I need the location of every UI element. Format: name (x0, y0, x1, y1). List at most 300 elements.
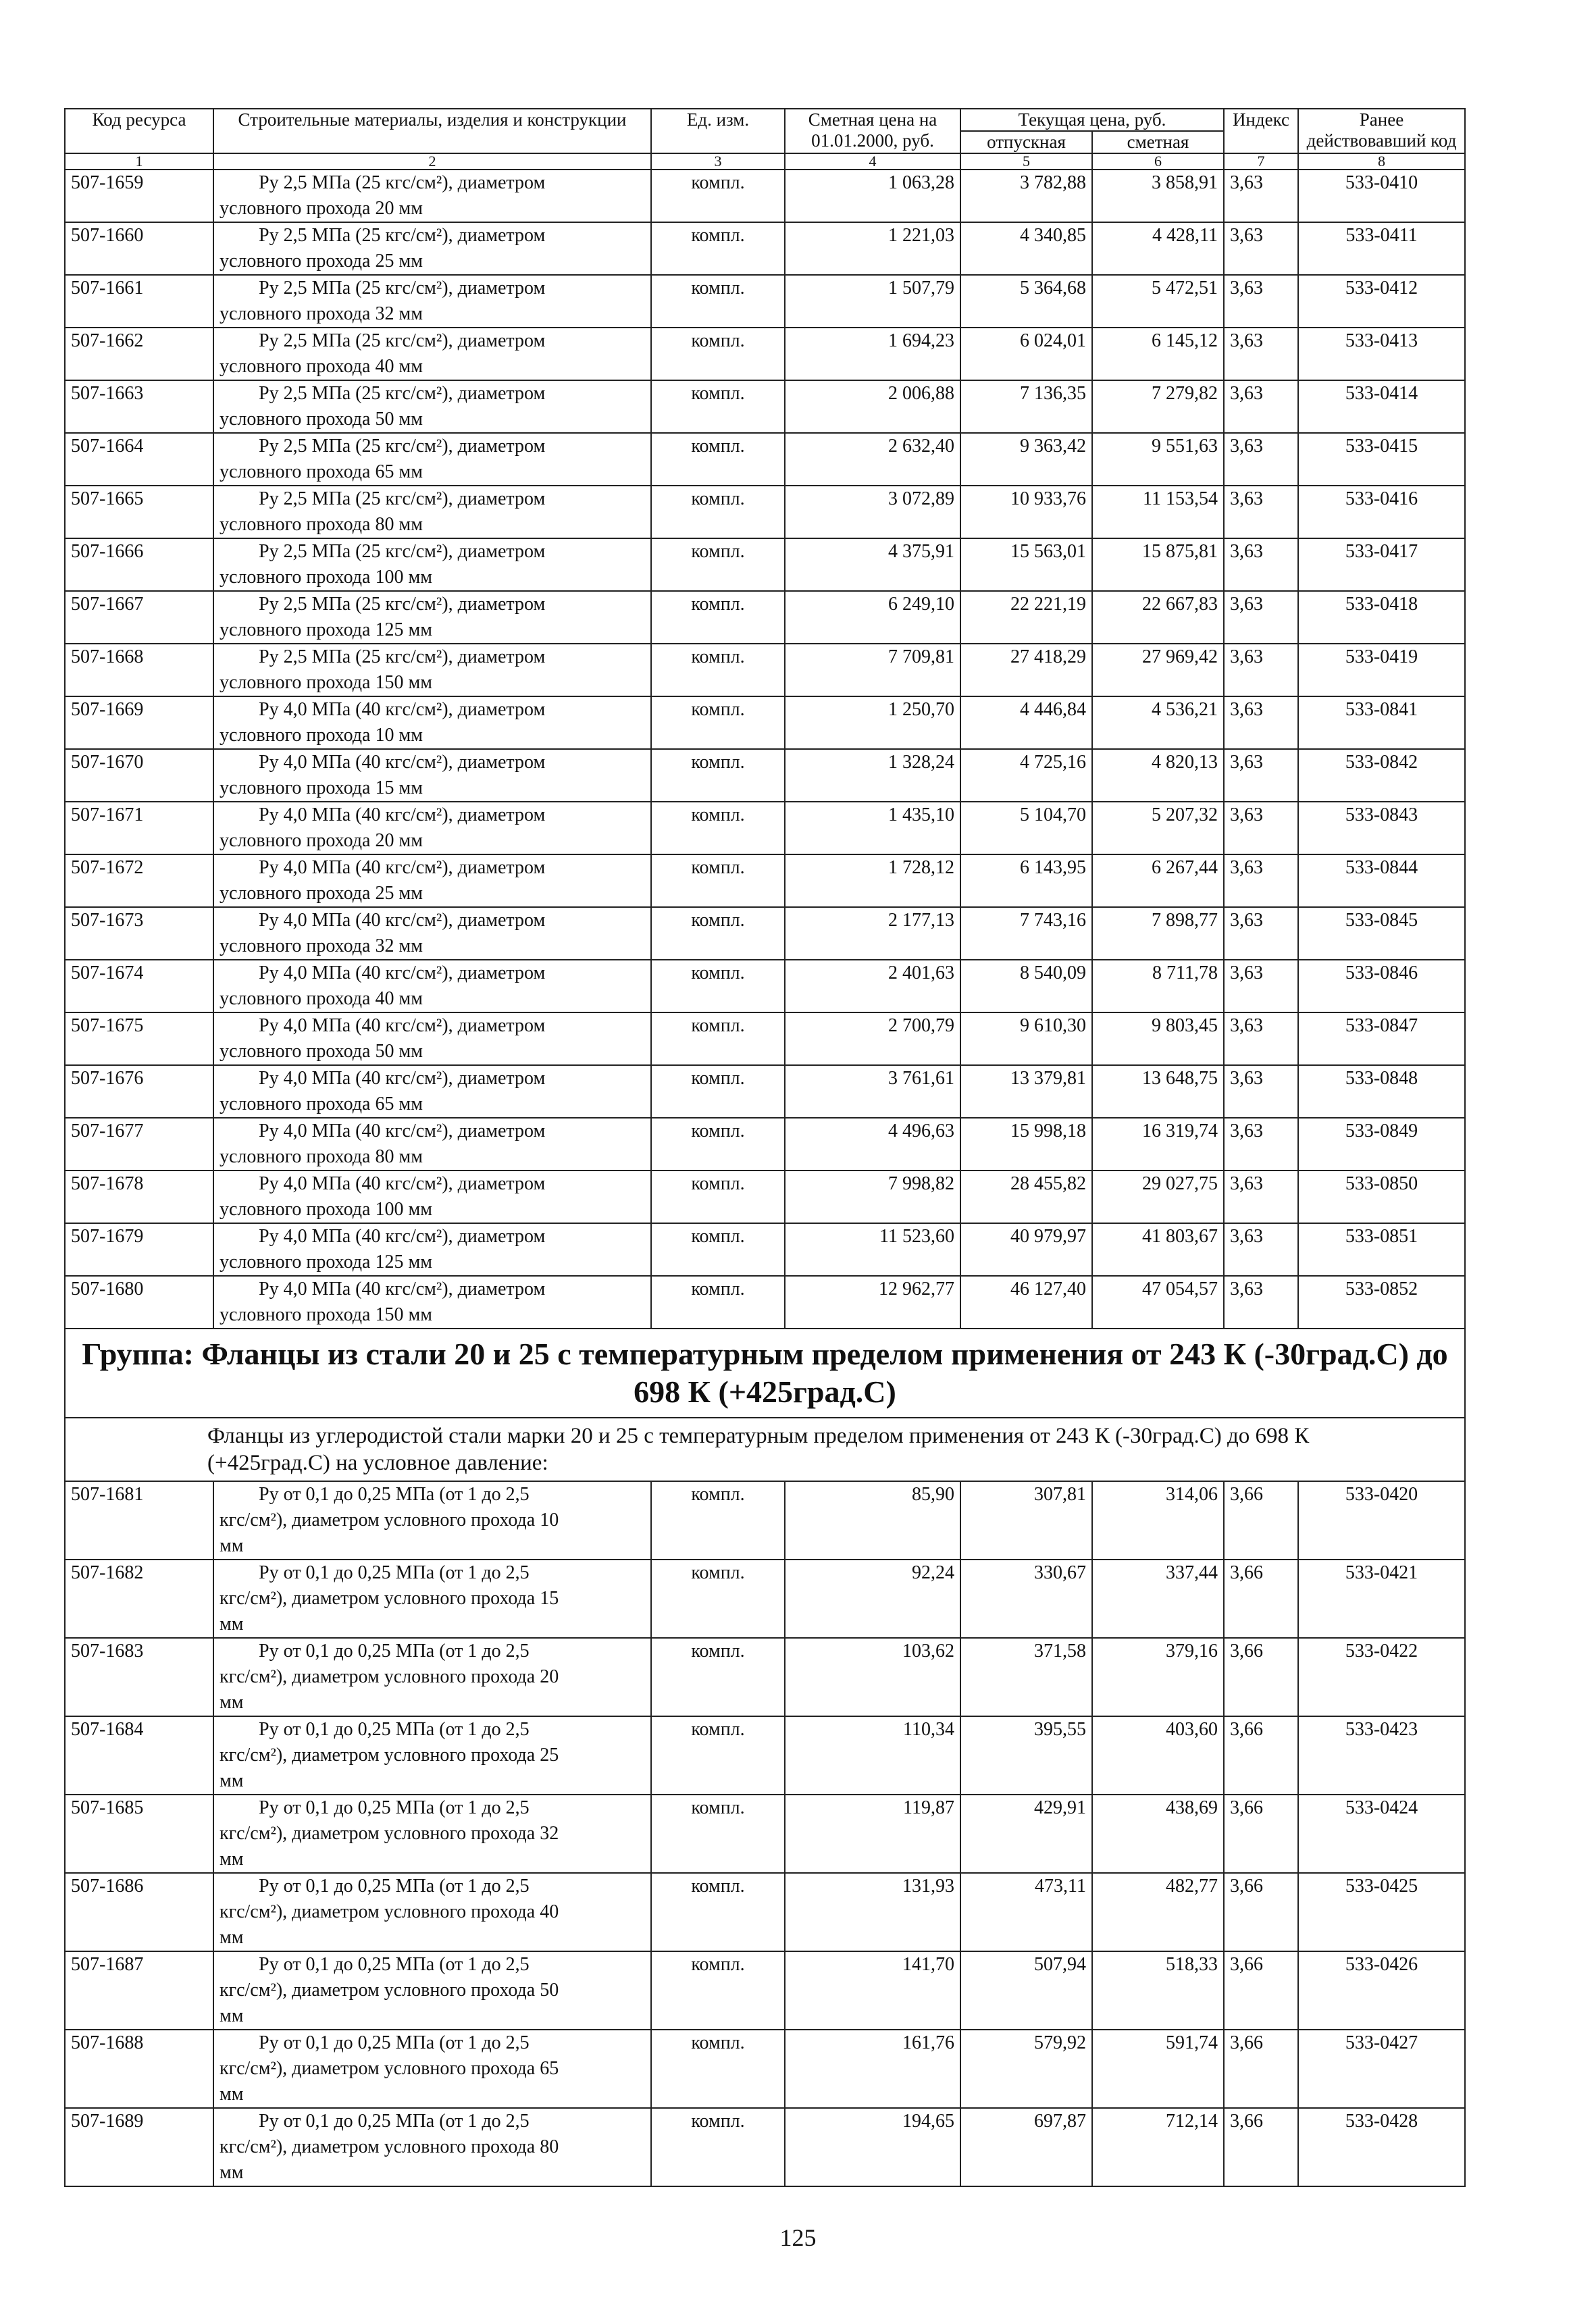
sale-price-cell: 4 340,85 (960, 222, 1092, 275)
description-line: кгс/см²), диаметром условного прохода 15 (220, 1588, 559, 1609)
estimate-price-cell: 9 803,45 (1092, 1012, 1224, 1065)
table-row (65, 696, 1465, 749)
previous-code-cell: 533-0419 (1298, 644, 1465, 696)
sale-price-cell: 5 364,68 (960, 275, 1092, 328)
header-estimate-price: сметная (1092, 131, 1224, 153)
unit-cell: компл. (651, 1171, 785, 1223)
resource-code: 507-1671 (65, 802, 213, 854)
sale-price-cell: 10 933,76 (960, 486, 1092, 538)
unit-cell: компл. (651, 538, 785, 591)
table-row (65, 1795, 1465, 1873)
sale-price-cell: 28 455,82 (960, 1171, 1092, 1223)
unit-cell: компл. (651, 1481, 785, 1560)
table-row (65, 1560, 1465, 1638)
sale-price-cell: 4 725,16 (960, 749, 1092, 802)
material-description (213, 1118, 651, 1171)
resource-code: 507-1674 (65, 960, 213, 1012)
table-row (65, 907, 1465, 960)
sale-price-cell: 9 363,42 (960, 433, 1092, 486)
previous-code-cell: 533-0842 (1298, 749, 1465, 802)
previous-code-cell: 533-0845 (1298, 907, 1465, 960)
description-line: Ру 4,0 МПа (40 кгс/см²), диаметром (259, 910, 546, 931)
resource-code: 507-1689 (65, 2108, 213, 2186)
table-row (65, 1171, 1465, 1223)
description-line: мм (220, 2084, 244, 2105)
resource-code: 507-1683 (65, 1638, 213, 1716)
description-line: Ру 4,0 МПа (40 кгс/см²), диаметром (259, 1015, 546, 1036)
material-description (213, 170, 651, 222)
previous-code-cell: 533-0421 (1298, 1560, 1465, 1638)
estimate-price-cell: 16 319,74 (1092, 1118, 1224, 1171)
sale-price-cell: 5 104,70 (960, 802, 1092, 854)
column-number: 5 (960, 153, 1092, 170)
header-base-price: Сметная цена на 01.01.2000, руб. (785, 109, 960, 153)
table-row (65, 170, 1465, 222)
index-cell: 3,63 (1224, 538, 1298, 591)
estimate-price-cell: 482,77 (1092, 1873, 1224, 1951)
sale-price-cell: 27 418,29 (960, 644, 1092, 696)
group-section (65, 1329, 1465, 1481)
unit-cell: компл. (651, 486, 785, 538)
material-description (213, 644, 651, 696)
description-line: условного прохода 125 мм (220, 619, 432, 640)
index-cell: 3,63 (1224, 1012, 1298, 1065)
estimate-price-cell: 7 279,82 (1092, 380, 1224, 433)
sale-price-cell: 507,94 (960, 1951, 1092, 2030)
material-description (213, 907, 651, 960)
material-description (213, 960, 651, 1012)
previous-code-cell: 533-0417 (1298, 538, 1465, 591)
description-line: Ру 2,5 МПа (25 кгс/см²), диаметром (259, 172, 546, 193)
table-row (65, 1118, 1465, 1171)
resource-code: 507-1663 (65, 380, 213, 433)
base-price-cell: 1 063,28 (785, 170, 960, 222)
description-line: условного прохода 50 мм (220, 409, 423, 430)
description-line: Ру 2,5 МПа (25 кгс/см²), диаметром (259, 225, 546, 246)
resource-code: 507-1673 (65, 907, 213, 960)
sale-price-cell: 330,67 (960, 1560, 1092, 1638)
material-description (213, 222, 651, 275)
base-price-cell: 2 700,79 (785, 1012, 960, 1065)
description-line: условного прохода 10 мм (220, 725, 423, 746)
table-row (65, 538, 1465, 591)
description-line: Ру 4,0 МПа (40 кгс/см²), диаметром (259, 962, 546, 983)
previous-code-cell: 533-0414 (1298, 380, 1465, 433)
unit-cell: компл. (651, 644, 785, 696)
estimate-price-cell: 379,16 (1092, 1638, 1224, 1716)
base-price-cell: 1 728,12 (785, 854, 960, 907)
base-price-cell: 1 221,03 (785, 222, 960, 275)
description-line: Ру 4,0 МПа (40 кгс/см²), диаметром (259, 1226, 546, 1247)
estimate-price-cell: 15 875,81 (1092, 538, 1224, 591)
material-description (213, 275, 651, 328)
estimate-price-cell: 13 648,75 (1092, 1065, 1224, 1118)
sale-price-cell: 429,91 (960, 1795, 1092, 1873)
description-line: Ру от 0,1 до 0,25 МПа (от 1 до 2,5 (259, 1797, 530, 1818)
unit-cell: компл. (651, 222, 785, 275)
table-row (65, 1638, 1465, 1716)
estimate-price-cell: 591,74 (1092, 2030, 1224, 2108)
resource-code: 507-1666 (65, 538, 213, 591)
description-line: Ру 2,5 МПа (25 кгс/см²), диаметром (259, 488, 546, 509)
index-cell: 3,63 (1224, 960, 1298, 1012)
description-line: Ру от 0,1 до 0,25 МПа (от 1 до 2,5 (259, 1719, 530, 1740)
material-description (213, 696, 651, 749)
previous-code-cell: 533-0850 (1298, 1171, 1465, 1223)
base-price-cell: 119,87 (785, 1795, 960, 1873)
resource-code: 507-1670 (65, 749, 213, 802)
material-description (213, 380, 651, 433)
description-line: условного прохода 150 мм (220, 672, 432, 693)
table-body-flanges-steel (65, 1481, 1465, 2186)
table-row (65, 328, 1465, 380)
previous-code-cell: 533-0425 (1298, 1873, 1465, 1951)
description-line: Ру 2,5 МПа (25 кгс/см²), диаметром (259, 436, 546, 457)
base-price-cell: 1 328,24 (785, 749, 960, 802)
resource-code: 507-1685 (65, 1795, 213, 1873)
table-row (65, 1873, 1465, 1951)
unit-cell: компл. (651, 854, 785, 907)
base-price-cell: 92,24 (785, 1560, 960, 1638)
table-row (65, 1951, 1465, 2030)
base-price-cell: 6 249,10 (785, 591, 960, 644)
base-price-cell: 2 401,63 (785, 960, 960, 1012)
description-line: Ру от 0,1 до 0,25 МПа (от 1 до 2,5 (259, 2111, 530, 2132)
description-line: условного прохода 25 мм (220, 883, 423, 904)
sale-price-cell: 15 998,18 (960, 1118, 1092, 1171)
unit-cell: компл. (651, 1223, 785, 1276)
sale-price-cell: 3 782,88 (960, 170, 1092, 222)
description-line: условного прохода 40 мм (220, 356, 423, 377)
description-line: Ру 4,0 МПа (40 кгс/см²), диаметром (259, 1173, 546, 1194)
description-line: условного прохода 20 мм (220, 198, 423, 219)
description-line: кгс/см²), диаметром условного прохода 65 (220, 2058, 559, 2079)
sale-price-cell: 7 743,16 (960, 907, 1092, 960)
sale-price-cell: 7 136,35 (960, 380, 1092, 433)
base-price-cell: 4 496,63 (785, 1118, 960, 1171)
resource-code: 507-1676 (65, 1065, 213, 1118)
material-description (213, 749, 651, 802)
base-price-cell: 194,65 (785, 2108, 960, 2186)
description-line: Ру от 0,1 до 0,25 МПа (от 1 до 2,5 (259, 1484, 530, 1505)
material-description (213, 802, 651, 854)
previous-code-cell: 533-0422 (1298, 1638, 1465, 1716)
unit-cell: компл. (651, 1716, 785, 1795)
header-unit: Ед. изм. (651, 109, 785, 153)
material-description (213, 1873, 651, 1951)
sale-price-cell: 473,11 (960, 1873, 1092, 1951)
resource-code: 507-1662 (65, 328, 213, 380)
index-cell: 3,66 (1224, 1716, 1298, 1795)
description-line: мм (220, 1535, 244, 1556)
table-row (65, 591, 1465, 644)
description-line: кгс/см²), диаметром условного прохода 50 (220, 1980, 559, 2001)
description-line: Ру 4,0 МПа (40 кгс/см²), диаметром (259, 857, 546, 878)
table-row (65, 854, 1465, 907)
resource-code: 507-1680 (65, 1276, 213, 1329)
estimate-price-cell: 9 551,63 (1092, 433, 1224, 486)
material-description (213, 2030, 651, 2108)
description-line: Ру 4,0 МПа (40 кгс/см²), диаметром (259, 752, 546, 773)
description-line: кгс/см²), диаметром условного прохода 40 (220, 1901, 559, 1922)
estimate-price-cell: 4 428,11 (1092, 222, 1224, 275)
index-cell: 3,63 (1224, 275, 1298, 328)
table-row (65, 380, 1465, 433)
unit-cell: компл. (651, 591, 785, 644)
index-cell: 3,66 (1224, 2108, 1298, 2186)
base-price-cell: 11 523,60 (785, 1223, 960, 1276)
unit-cell: компл. (651, 1276, 785, 1329)
sale-price-cell: 22 221,19 (960, 591, 1092, 644)
description-line: Ру 2,5 МПа (25 кгс/см²), диаметром (259, 594, 546, 615)
column-number: 1 (65, 153, 213, 170)
base-price-cell: 161,76 (785, 2030, 960, 2108)
base-price-cell: 131,93 (785, 1873, 960, 1951)
unit-cell: компл. (651, 696, 785, 749)
sale-price-cell: 579,92 (960, 2030, 1092, 2108)
unit-cell: компл. (651, 328, 785, 380)
index-cell: 3,66 (1224, 1481, 1298, 1560)
material-description (213, 1012, 651, 1065)
resource-code: 507-1682 (65, 1560, 213, 1638)
sale-price-cell: 4 446,84 (960, 696, 1092, 749)
base-price-cell: 110,34 (785, 1716, 960, 1795)
index-cell: 3,63 (1224, 802, 1298, 854)
base-price-cell: 2 177,13 (785, 907, 960, 960)
table-row (65, 1276, 1465, 1329)
index-cell: 3,66 (1224, 1873, 1298, 1951)
description-line: условного прохода 150 мм (220, 1304, 432, 1325)
header-previous-code: Ранее действовавший код (1298, 109, 1465, 153)
previous-code-cell: 533-0420 (1298, 1481, 1465, 1560)
table-body-flanges-ru (65, 170, 1465, 1329)
table-row (65, 802, 1465, 854)
description-line: Ру 4,0 МПа (40 кгс/см²), диаметром (259, 804, 546, 825)
description-line: Ру 4,0 МПа (40 кгс/см²), диаметром (259, 1121, 546, 1141)
estimate-price-cell: 518,33 (1092, 1951, 1224, 2030)
resource-code: 507-1678 (65, 1171, 213, 1223)
previous-code-cell: 533-0849 (1298, 1118, 1465, 1171)
estimate-price-cell: 337,44 (1092, 1560, 1224, 1638)
unit-cell: компл. (651, 2108, 785, 2186)
description-line: кгс/см²), диаметром условного прохода 25 (220, 1745, 559, 1766)
material-description (213, 1223, 651, 1276)
previous-code-cell: 533-0413 (1298, 328, 1465, 380)
index-cell: 3,66 (1224, 1560, 1298, 1638)
description-line: условного прохода 100 мм (220, 567, 432, 588)
table-row (65, 1716, 1465, 1795)
sale-price-cell: 6 024,01 (960, 328, 1092, 380)
description-line: Ру 2,5 МПа (25 кгс/см²), диаметром (259, 646, 546, 667)
description-line: условного прохода 32 мм (220, 303, 423, 324)
index-cell: 3,63 (1224, 328, 1298, 380)
description-line: Ру от 0,1 до 0,25 МПа (от 1 до 2,5 (259, 1876, 530, 1897)
estimate-price-cell: 22 667,83 (1092, 591, 1224, 644)
material-description (213, 591, 651, 644)
material-description (213, 1951, 651, 2030)
unit-cell: компл. (651, 960, 785, 1012)
base-price-cell: 103,62 (785, 1638, 960, 1716)
description-line: Ру 2,5 МПа (25 кгс/см²), диаметром (259, 383, 546, 404)
index-cell: 3,63 (1224, 854, 1298, 907)
base-price-cell: 1 435,10 (785, 802, 960, 854)
page-number: 125 (779, 2224, 817, 2251)
estimate-price-cell: 3 858,91 (1092, 170, 1224, 222)
unit-cell: компл. (651, 2030, 785, 2108)
index-cell: 3,63 (1224, 1065, 1298, 1118)
description-line: условного прохода 20 мм (220, 830, 423, 851)
estimate-price-cell: 27 969,42 (1092, 644, 1224, 696)
unit-cell: компл. (651, 433, 785, 486)
material-description (213, 1638, 651, 1716)
description-line: мм (220, 2162, 244, 2183)
material-description (213, 1276, 651, 1329)
previous-code-cell: 533-0848 (1298, 1065, 1465, 1118)
resource-code: 507-1665 (65, 486, 213, 538)
description-line: Ру 2,5 МПа (25 кгс/см²), диаметром (259, 541, 546, 562)
resource-code: 507-1661 (65, 275, 213, 328)
index-cell: 3,63 (1224, 170, 1298, 222)
previous-code-cell: 533-0844 (1298, 854, 1465, 907)
index-cell: 3,63 (1224, 1118, 1298, 1171)
table-row (65, 1065, 1465, 1118)
column-number: 4 (785, 153, 960, 170)
price-table (64, 108, 1466, 2187)
group-subtitle: Фланцы из углеродистой стали марки 20 и 25 с температурным пределом применения от 243 К (-30град.С) до 698 К (+425град.С) на условное давление: (65, 1418, 1465, 1481)
base-price-cell: 1 694,23 (785, 328, 960, 380)
description-line: условного прохода 125 мм (220, 1252, 432, 1272)
table-row (65, 275, 1465, 328)
material-description (213, 2108, 651, 2186)
index-cell: 3,66 (1224, 1638, 1298, 1716)
description-line: Ру 4,0 МПа (40 кгс/см²), диаметром (259, 699, 546, 720)
estimate-price-cell: 5 472,51 (1092, 275, 1224, 328)
base-price-cell: 4 375,91 (785, 538, 960, 591)
column-number-row (65, 153, 1465, 170)
estimate-price-cell: 47 054,57 (1092, 1276, 1224, 1329)
description-line: условного прохода 65 мм (220, 1094, 423, 1114)
index-cell: 3,63 (1224, 433, 1298, 486)
index-cell: 3,63 (1224, 222, 1298, 275)
description-line: условного прохода 25 мм (220, 251, 423, 272)
previous-code-cell: 533-0426 (1298, 1951, 1465, 2030)
index-cell: 3,63 (1224, 644, 1298, 696)
base-price-cell: 1 250,70 (785, 696, 960, 749)
description-line: Ру от 0,1 до 0,25 МПа (от 1 до 2,5 (259, 1641, 530, 1662)
previous-code-cell: 533-0841 (1298, 696, 1465, 749)
estimate-price-cell: 6 267,44 (1092, 854, 1224, 907)
table-row (65, 222, 1465, 275)
description-line: мм (220, 1927, 244, 1948)
table-row (65, 644, 1465, 696)
estimate-price-cell: 41 803,67 (1092, 1223, 1224, 1276)
sale-price-cell: 395,55 (960, 1716, 1092, 1795)
previous-code-cell: 533-0846 (1298, 960, 1465, 1012)
index-cell: 3,63 (1224, 1223, 1298, 1276)
description-line: Ру 2,5 МПа (25 кгс/см²), диаметром (259, 278, 546, 299)
table-row (65, 1481, 1465, 1560)
index-cell: 3,63 (1224, 1276, 1298, 1329)
unit-cell: компл. (651, 1795, 785, 1873)
column-number: 6 (1092, 153, 1224, 170)
price-list-page (64, 108, 1464, 2187)
estimate-price-cell: 6 145,12 (1092, 328, 1224, 380)
table-row (65, 960, 1465, 1012)
description-line: мм (220, 1770, 244, 1791)
table-row (65, 1223, 1465, 1276)
description-line: Ру от 0,1 до 0,25 МПа (от 1 до 2,5 (259, 2032, 530, 2053)
unit-cell: компл. (651, 802, 785, 854)
material-description (213, 1171, 651, 1223)
description-line: условного прохода 32 мм (220, 935, 423, 956)
sale-price-cell: 8 540,09 (960, 960, 1092, 1012)
resource-code: 507-1686 (65, 1873, 213, 1951)
resource-code: 507-1679 (65, 1223, 213, 1276)
description-line: Ру от 0,1 до 0,25 МПа (от 1 до 2,5 (259, 1954, 530, 1975)
material-description (213, 1716, 651, 1795)
table-row (65, 749, 1465, 802)
base-price-cell: 12 962,77 (785, 1276, 960, 1329)
material-description (213, 328, 651, 380)
index-cell: 3,63 (1224, 907, 1298, 960)
sale-price-cell: 40 979,97 (960, 1223, 1092, 1276)
resource-code: 507-1669 (65, 696, 213, 749)
index-cell: 3,66 (1224, 1795, 1298, 1873)
description-line: кгс/см²), диаметром условного прохода 20 (220, 1666, 559, 1687)
estimate-price-cell: 438,69 (1092, 1795, 1224, 1873)
sale-price-cell: 6 143,95 (960, 854, 1092, 907)
resource-code: 507-1659 (65, 170, 213, 222)
resource-code: 507-1672 (65, 854, 213, 907)
material-description (213, 1560, 651, 1638)
table-row (65, 2030, 1465, 2108)
unit-cell: компл. (651, 275, 785, 328)
resource-code: 507-1668 (65, 644, 213, 696)
table-header (65, 109, 1465, 170)
sale-price-cell: 371,58 (960, 1638, 1092, 1716)
description-line: Ру 4,0 МПа (40 кгс/см²), диаметром (259, 1279, 546, 1300)
index-cell: 3,63 (1224, 749, 1298, 802)
estimate-price-cell: 5 207,32 (1092, 802, 1224, 854)
unit-cell: компл. (651, 907, 785, 960)
previous-code-cell: 533-0410 (1298, 170, 1465, 222)
previous-code-cell: 533-0852 (1298, 1276, 1465, 1329)
unit-cell: компл. (651, 170, 785, 222)
index-cell: 3,63 (1224, 486, 1298, 538)
previous-code-cell: 533-0847 (1298, 1012, 1465, 1065)
estimate-price-cell: 403,60 (1092, 1716, 1224, 1795)
resource-code: 507-1667 (65, 591, 213, 644)
base-price-cell: 1 507,79 (785, 275, 960, 328)
index-cell: 3,63 (1224, 696, 1298, 749)
description-line: условного прохода 50 мм (220, 1041, 423, 1062)
description-line: мм (220, 2005, 244, 2026)
table-row (65, 486, 1465, 538)
unit-cell: компл. (651, 1560, 785, 1638)
column-number: 7 (1224, 153, 1298, 170)
sale-price-cell: 13 379,81 (960, 1065, 1092, 1118)
description-line: мм (220, 1614, 244, 1635)
material-description (213, 1795, 651, 1873)
sale-price-cell: 15 563,01 (960, 538, 1092, 591)
header-materials: Строительные материалы, изделия и конструкции (213, 109, 651, 153)
description-line: кгс/см²), диаметром условного прохода 80 (220, 2136, 559, 2157)
description-line: мм (220, 1849, 244, 1870)
base-price-cell: 2 632,40 (785, 433, 960, 486)
resource-code: 507-1684 (65, 1716, 213, 1795)
previous-code-cell: 533-0428 (1298, 2108, 1465, 2186)
description-line: условного прохода 15 мм (220, 777, 423, 798)
